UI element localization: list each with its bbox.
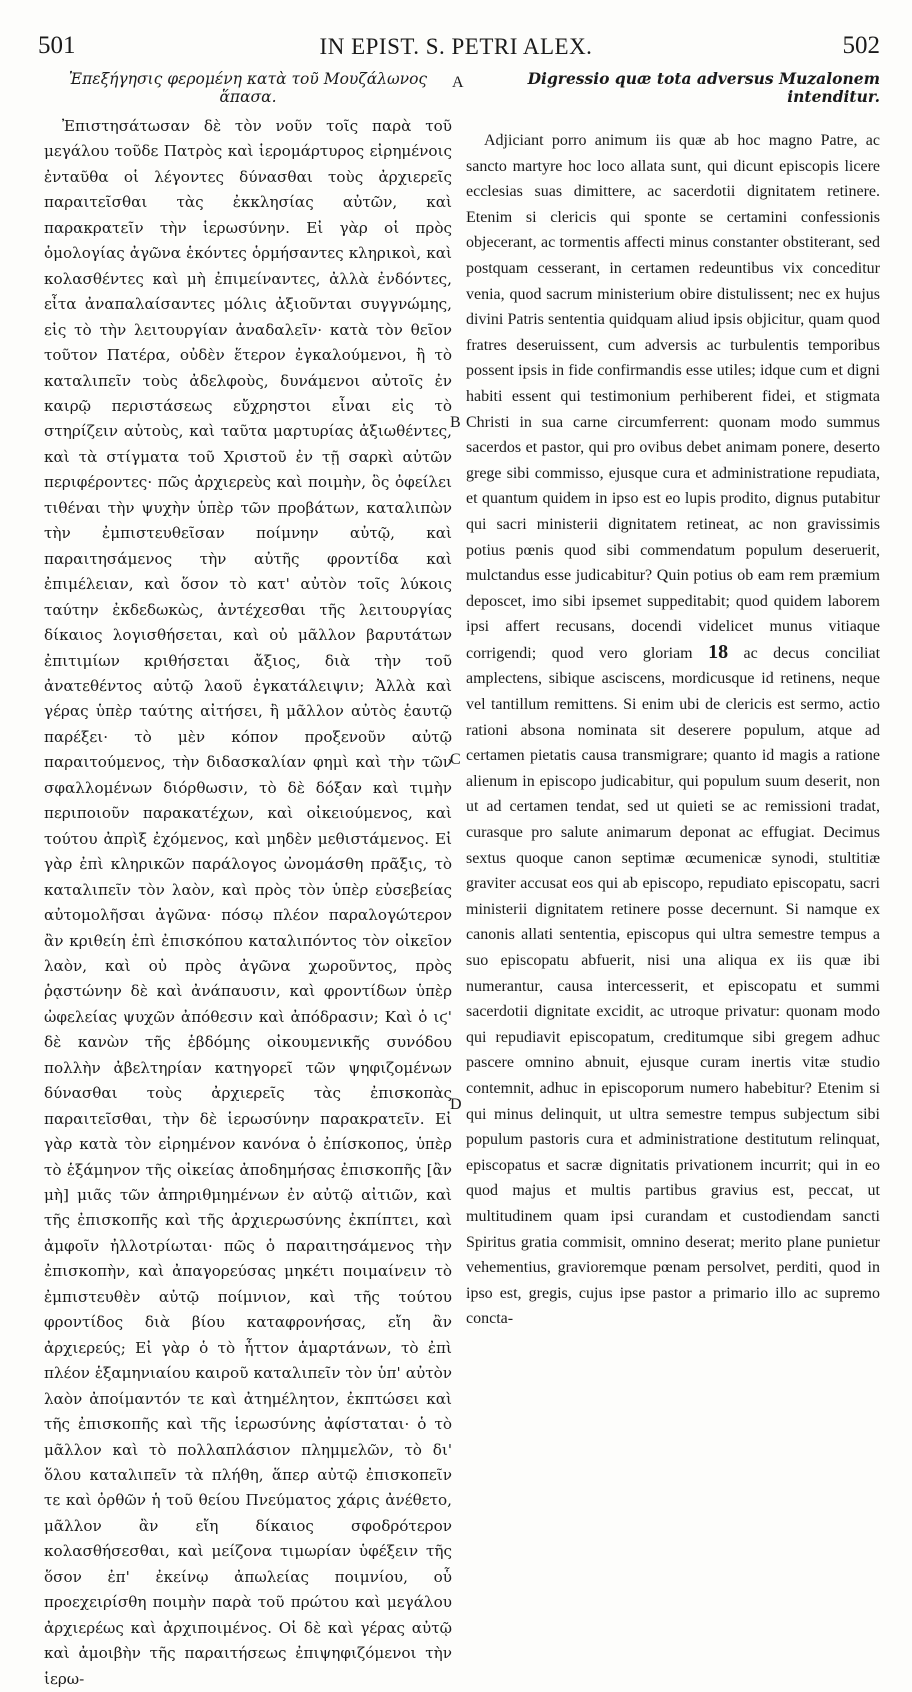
margin-marker-c: C — [450, 751, 461, 768]
running-head — [0, 30, 912, 66]
margin-marker-d: D — [450, 1096, 462, 1113]
greek-column — [44, 70, 452, 1692]
margin-marker-b: B — [450, 414, 461, 431]
margin-marker-a: A — [452, 74, 464, 91]
greek-body-text: Ἐπιστησάτωσαν δὲ τὸν νοῦν τοῖς παρὰ τοῦ μεγάλου τοῦδε Πατρὸς καὶ ἱερομάρτυρος εἰρημένοις ἐνταῦθα οἱ λέγοντες δύνασθαι τοὺς ἀρχιερεῖς παραιτεῖσθαι τὰς ἐκκλησίας αὐτῶν, καὶ παρακρατεῖν τὴν ἱερωσύνην. Εἰ γὰρ οἱ πρὸς ὁμολογίας ἀγῶνα ἑκόντες ὁρμήσαντες κληρικοὶ, καὶ κολασθέντες καὶ μὴ ἐπιμείναντες, ἀλλὰ ἐνδόντες, εἶτα ἀναπαλαίσαντες μόλις ἀξιοῦνται συγγνώμης, εἰς τὸ τὴν λειτουργίαν ἀναδαλεῖν· κατὰ τὸν θεῖον τοῦτον Πατέρα, οὐδὲν ἕτερον ἐγκαλούμενοι, ἢ τὸ καταλιπεῖν τοὺς ἀδελφοὺς, δυνάμενοι αὐτοῖς ἐν καιρῷ περιστάσεως εὔχρηστοι εἶναι εἰς τὸ στηρίζειν αὐτοὺς, καὶ ταῦτα μαρτυρίας ἀξιωθέντες, καὶ τὰ στίγματα τοῦ Χριστοῦ ἐν τῇ σαρκὶ αὐτῶν περιφέροντες· πῶς ἀρχιερεὺς καὶ ποιμὴν, ὃς ὀφείλει τιθέναι τὴν ψυχὴν ὑπὲρ τῶν προβάτων, καταλιπὼν τὴν ἐμπιστευθεῖσαν ποίμνην αὐτῷ, καὶ παραιτησάμενος τὴν αὐτῆς φροντίδα καὶ ἐπιμέλειαν, καὶ ὅσον τὸ κατ' αὐτὸν τοῖς λύκοις ταύτην ἐκδεδωκὼς, ἀντέχεσθαι τῆς λειτουργίας δίκαιος λογισθήσεται, καὶ οὐ μᾶλλον βαρυτάτων ἐπιτιμίων κριθήσεται ἄξιος, διὰ τὴν τοῦ ἀνατεθέντος αὐτῷ λαοῦ ἐγκατάλειψιν; Ἀλλὰ καὶ γέρας ὑπὲρ ταύτης αἰτήσει, ἢ μᾶλλον αὐτὸς ἑαυτῷ παρέξει· τὸ μὲν κόπον προξενοῦν αὐτῷ παραιτούμενος, τὴν διδασκαλίαν φημὶ καὶ τὴν τῶν σφαλλομένων διόρθωσιν, τὸ δὲ δόξαν καὶ τιμὴν περιποιοῦν παρακατέχων, καὶ οἰκειούμενος, καὶ τούτου ἀπρὶξ ἐχόμενος, καὶ μηδὲν μεθιστάμενος. Εἰ γὰρ ἐπὶ κληρικῶν παράλογος ὠνομάσθη πρᾶξις, τὸ καταλιπεῖν τὸν λαὸν, καὶ πρὸς τὸν ὑπὲρ εὐσεβείας αὐτομολῆσαι ἀγῶνα· πόσῳ πλέον παραλογώτερον ἂν κριθείη ἐπὶ ἐπισκόπου καταλιπόντος τὸν οἰκεῖον λαὸν, καὶ οὐ πρὸς ἀγῶνα χωροῦντος, πρὸς ῥᾳστώνην δὲ καὶ ἀνάπαυσιν, καὶ φροντίδων ὑπὲρ ὠφελείας ψυχῶν ἀπόθεσιν καὶ ἀπόδρασιν; Καὶ ὁ ιϛ' δὲ κανὼν τῆς ἑβδόμης οἰκουμενικῆς συνόδου πολλὴν ἀβελτηρίαν κατηγορεῖ τῶν ψηφιζομένων δύνασθαι τοὺς ἀρχιερεῖς τὰς ἐπισκοπὰς παραιτεῖσθαι, τὴν δὲ ἱερωσύνην παρακρατεῖν. Εἰ γὰρ κατὰ τὸν εἰρημένον κανόνα ὁ ἐπίσκοπος, ὑπὲρ τὸ ἑξάμηνον τῆς οἰκείας ἀποδημήσας ἐπισκοπῆς [ἂν μὴ] μιᾶς τῶν ἀπηριθμημένων ἐν αὐτῷ αἰτιῶν, καὶ τῆς ἐπισκοπῆς καὶ τῆς ἀρχιερωσύνης ἐκπίπτει, καὶ ἀμφοῖν ἠλλοτρίωται· πῶς ὁ παραιτησάμενος τὴν ἐπισκοπὴν, καὶ ἀπαγορεύσας μηκέτι ποιμαίνειν τὸ ἐμπιστευθὲν αὐτῷ ποίμνιον, καὶ τῆς τούτου φροντίδος διὰ βίου καταφρονήσας, εἴη ἂν ἀρχιερεύς; Εἰ γὰρ ὁ τὸ ἧττον ἁμαρτάνων, τὸ ἐπὶ πλέον ἑξαμηνιαίου καιροῦ καταλιπεῖν τὸν ὑπ' αὐτὸν λαὸν ἀποίμαντόν τε καὶ ἀτημέλητον, ἐκπτώσει καὶ τῆς ἐπισκοπῆς καὶ τῆς ἱερωσύνης ἀφίσταται· ὁ τὸ μᾶλλον καὶ τὸ πολλαπλάσιον πλημμελῶν, τὸ δι' ὅλου καταλιπεῖν τὰ πλήθη, ἅπερ αὐτῷ ἐπισκοπεῖν τε καὶ ὀρθῶν ἡ τοῦ θείου Πνεύματος χάρις ἀνέθετο, μᾶλλον ἂν εἴη δίκαιος σφοδρότερον κολασθήσεσθαι, καὶ μείζονα τιμωρίαν ὑφέξειν τῆς ὅσον ἐπ' ἐκείνῳ ἀπωλείας ποιμνίου, οὗ προεχειρίσθη ποιμὴν παρὰ τοῦ πρώτου καὶ μεγάλου ἀρχιερέως καὶ ἀρχιποιμένος. Οἱ δὲ καὶ γέρας αὐτῷ καὶ ἀμοιβὴν τῆς παραιτήσεως ἐπιψηφιζόμενοι τὴν ἱερω- — [44, 117, 452, 1688]
running-title: IN EPIST. S. PETRI ALEX. — [319, 34, 593, 59]
right-page-number: 502 — [842, 32, 880, 59]
latin-section-heading: Digressio quæ tota adversus Muzalonem intenditur. — [527, 69, 880, 106]
latin-body-part-1: Adjiciant porro animum iis quæ ab hoc magno Patre, ac sancto martyre hoc loco allata sunt, qui dicunt episcopis licere ecclesias suas dimittere, ac sacerdotii dignitatem retinere. Etenim si clericis qui sponte se certamini confessionis objecerant, ac tormentis affecti minus constanter obstiterant, sed postquam cesserant, in certamen redeuntibus vix conceditur venia, quod sacrum ministerium obire distulissent; nec ex hujus divini Patris sententia quidquam aliud ipsis objicitur, quam quod fratres deseruissent, cum adversis ac turbulentis temporibus possent ipsis in fide confirmandis esse utiles; idque cum et digni habiti essent qui testimonium perhiberent fidei, et stigmata Christi in sua carne circumferrent: quonam modo summus sacerdos et pastor, qui pro ovibus debet animam ponere, deserto grege sibi commisso, ejusque cura et administratione repudiata, et quantum quidem in ipso est eo lupis prodito, dignus putabitur qui sacri ministerii dignitatem retineat, ac non gravissimis potius pœnis quod sibi commendatum populum deseruerit, mulctandus esse judicabitur? Quin potius ob eam rem præmium deposcet, imo sibi ipsemet suppeditabit; quod quidem laborem ipsi affert recusans, docendi videlicet munus vitiaque corrigendi; quod vero gloriam — [466, 132, 880, 662]
inline-reference-number: 18 — [708, 640, 729, 663]
left-page-number: 501 — [38, 32, 76, 59]
latin-body-part-2: ac decus conciliat amplectens, sibique asciscens, mordicusque id retinens, neque vel tantillum remittens. Si enim ubi de clericis est sermo, actio rationi absona nominata sit deserere populum, atque ad certamen pietatis causa transmigrare; quanto id magis a ratione alienum in episcopo judicabitur, qui populum suum deserit, non ut ad certamen tendat, sed ut quieti se ac remissioni tradat, curasque pro salute animarum deponat ac effugiat. Decimus sextus quoque canon septimæ œcumenicæ synodi, stultitiæ graviter accusat eos qui ab episcopo, repudiato episcopatu, sacri ministerii dignitatem retinere posse decernunt. Si namque ex canonis allati sententia, episcopus qui ultra semestre tempus a suo episcopatu abfuerit, nisi una aliqua ex iis quæ ibi numerantur, causa intercesserit, et episcopatu et summi sacerdotii dignitate excidit, ac utroque privatur: quonam modo qui repudiavit episcopatum, creditumque sibi gregem adhuc pascere omnino abnuit, ejusque curam inertis vitæ studio contemnit, adhuc in episcoporum numero habebitur? Etenim si qui minus delinquit, ut ultra semestre tempus subjectum sibi populum pastoris cura et administratione destitutum relinquat, episcopatus et sacræ dignitatis privationem incurrit; qui in eo quod majus et multis partibus gravius est, peccat, ut multitudinem quam ipsi curandam et custodiendam sancti Spiritus gratia commisit, omnino deserat; merito plane punietur vehementius, gravioremque pœnam persolvet, perditi, quod in ipso est, gregis, cujus ipse pastor a primario illo ac supremo concta- — [466, 644, 881, 1328]
latin-body-text — [466, 128, 880, 1332]
greek-section-heading: Ἐπεξήγησις φερομένη κατὰ τοῦ Μουζάλωνος ἅπασα. — [68, 70, 428, 106]
latin-column — [466, 70, 880, 1332]
